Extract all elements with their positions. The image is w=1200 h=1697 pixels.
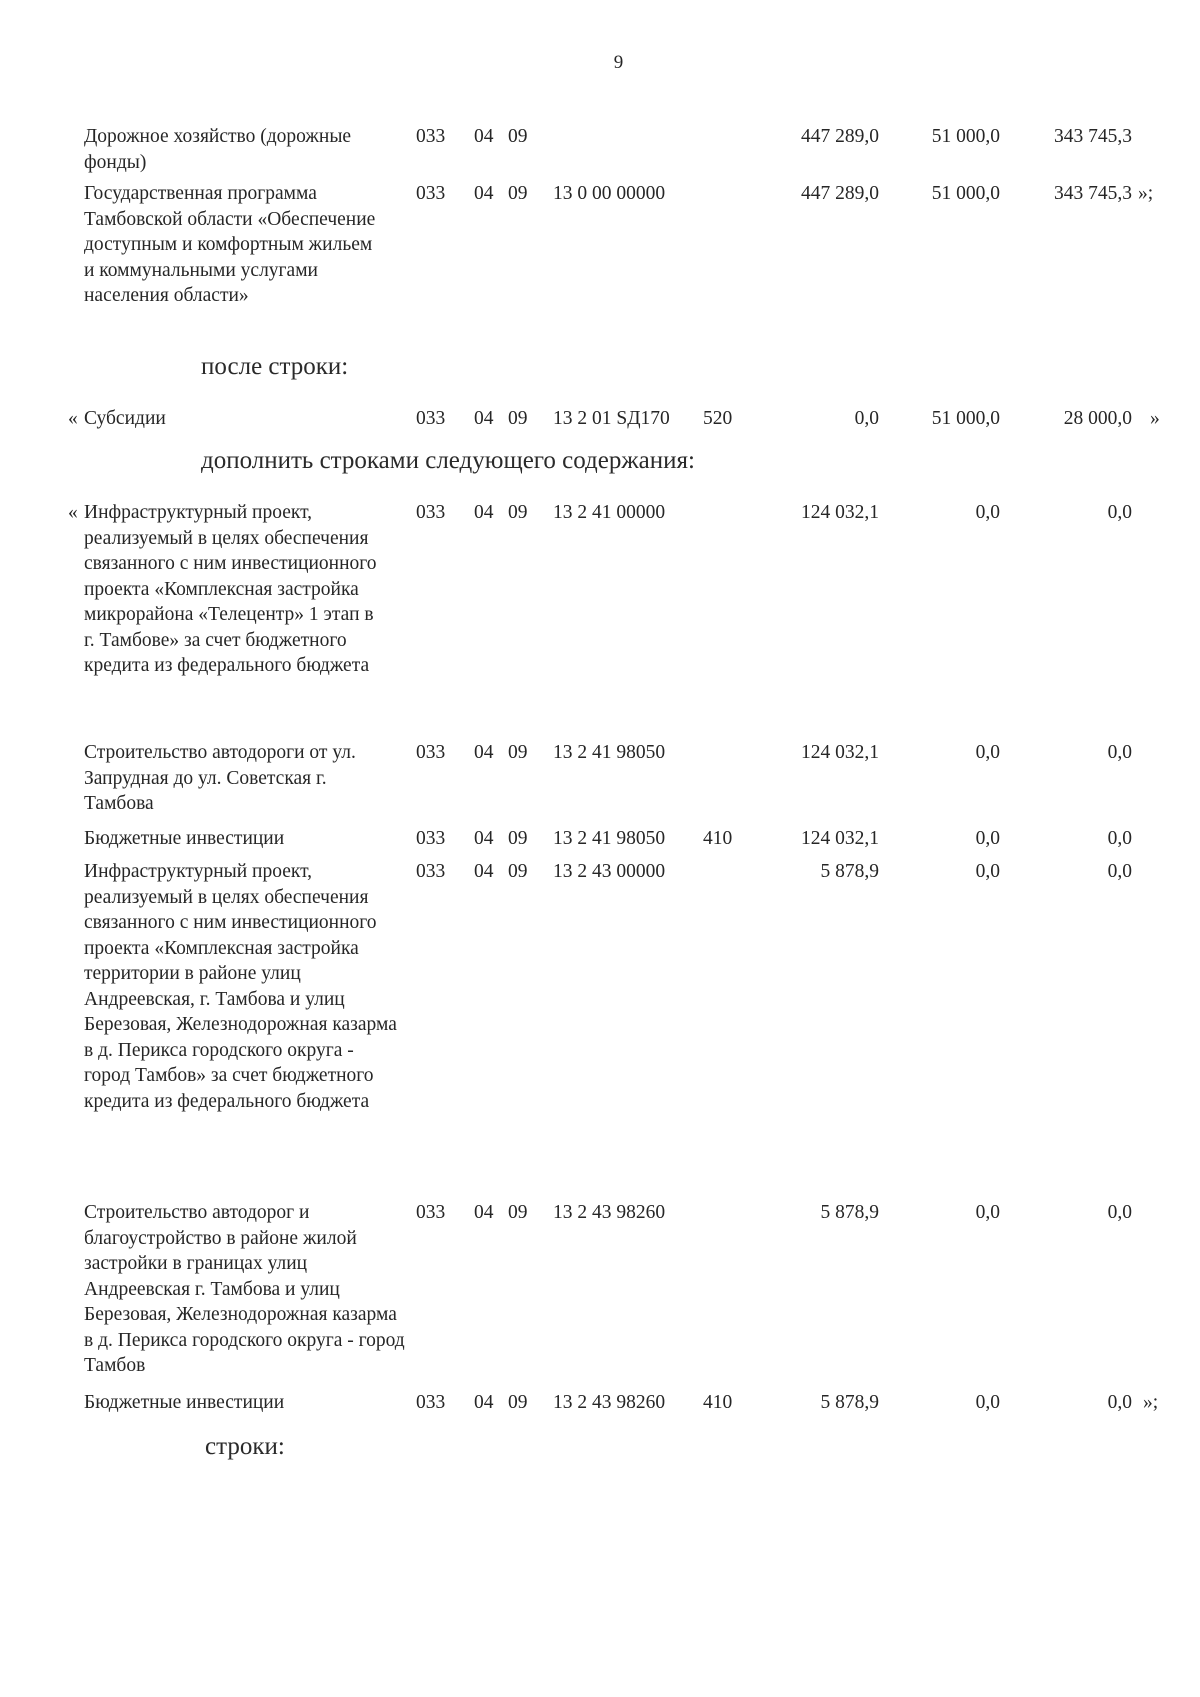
amount-year1: 124 032,1 (801, 742, 879, 763)
subsection-code: 09 (508, 502, 528, 523)
quote-close: »; (1138, 183, 1154, 204)
amount-year2: 51 000,0 (931, 126, 1000, 147)
amount-year1: 0,0 (854, 408, 879, 429)
amount-year2: 51 000,0 (931, 183, 1000, 204)
amount-year3: 343 745,3 (1054, 126, 1132, 147)
amount-year1: 5 878,9 (820, 861, 879, 882)
ved-code: 033 (416, 183, 446, 204)
target-article: 13 2 43 98260 (553, 1202, 666, 1223)
section-code: 04 (474, 828, 494, 849)
quote-open: « (68, 408, 78, 429)
subsection-code: 09 (508, 1202, 528, 1223)
quote-close: »; (1143, 1392, 1159, 1413)
expense-kind: 520 (703, 408, 733, 429)
expense-kind: 410 (703, 828, 733, 849)
subsection-code: 09 (508, 408, 528, 429)
quote-open: « (68, 502, 78, 523)
heading-add-rows: дополнить строками следующего содержания: (201, 447, 695, 474)
section-code: 04 (474, 183, 494, 204)
ved-code: 033 (416, 828, 446, 849)
heading-rows: строки: (205, 1433, 285, 1460)
amount-year3: 0,0 (1107, 861, 1132, 882)
amount-year3: 343 745,3 (1054, 183, 1132, 204)
amount-year3: 28 000,0 (1063, 408, 1132, 429)
section-code: 04 (474, 861, 494, 882)
amount-year3: 0,0 (1107, 502, 1132, 523)
row-name: Строительство автодорог и благоустройство в районе жилой застройки в границах улиц Андреевская г. Тамбова и улиц Березовая, Железнодорожная казарма в д. Перикса городского округа - город Тамбов (84, 1202, 405, 1376)
amount-year2: 0,0 (975, 1202, 1000, 1223)
subsection-code: 09 (508, 126, 528, 147)
amount-year3: 0,0 (1107, 742, 1132, 763)
amount-year3: 0,0 (1107, 1392, 1132, 1413)
row-name: Строительство автодороги от ул. Запрудная до ул. Советская г. Тамбова (84, 742, 356, 814)
ved-code: 033 (416, 1392, 446, 1413)
section-code: 04 (474, 408, 494, 429)
ved-code: 033 (416, 742, 446, 763)
target-article: 13 2 41 98050 (553, 828, 666, 849)
amount-year2: 51 000,0 (931, 408, 1000, 429)
amount-year1: 124 032,1 (801, 502, 879, 523)
amount-year2: 0,0 (975, 1392, 1000, 1413)
subsection-code: 09 (508, 1392, 528, 1413)
row-name: Субсидии (84, 408, 166, 429)
amount-year1: 447 289,0 (801, 126, 879, 147)
target-article: 13 2 43 00000 (553, 861, 666, 882)
section-code: 04 (474, 1392, 494, 1413)
amount-year2: 0,0 (975, 502, 1000, 523)
amount-year1: 5 878,9 (820, 1392, 879, 1413)
subsection-code: 09 (508, 828, 528, 849)
expense-kind: 410 (703, 1392, 733, 1413)
amount-year3: 0,0 (1107, 1202, 1132, 1223)
ved-code: 033 (416, 408, 446, 429)
section-code: 04 (474, 126, 494, 147)
subsection-code: 09 (508, 861, 528, 882)
target-article: 13 2 41 00000 (553, 502, 666, 523)
page-number: 9 (613, 52, 624, 73)
target-article: 13 2 43 98260 (553, 1392, 666, 1413)
amount-year1: 5 878,9 (820, 1202, 879, 1223)
row-name: Инфраструктурный проект, реализуемый в целях обеспечения связанного с ним инвестиционного проекта «Комплексная застройка микрорайона «Телецентр» 1 этап в г. Тамбове» за счет бюджетного кредита из федерального бюджета (84, 502, 377, 676)
subsection-code: 09 (508, 183, 528, 204)
amount-year1: 447 289,0 (801, 183, 879, 204)
subsection-code: 09 (508, 742, 528, 763)
ved-code: 033 (416, 502, 446, 523)
quote-close: » (1150, 408, 1160, 429)
target-article: 13 2 41 98050 (553, 742, 666, 763)
heading-after-row: после строки: (201, 353, 349, 380)
amount-year2: 0,0 (975, 742, 1000, 763)
ved-code: 033 (416, 126, 446, 147)
amount-year1: 124 032,1 (801, 828, 879, 849)
target-article: 13 2 01 SД170 (553, 408, 670, 429)
section-code: 04 (474, 502, 494, 523)
target-article: 13 0 00 00000 (553, 183, 666, 204)
section-code: 04 (474, 1202, 494, 1223)
row-name: Государственная программа Тамбовской области «Обеспечение доступным и комфортным жильем и коммунальными услугами населения области» (84, 183, 376, 306)
amount-year2: 0,0 (975, 828, 1000, 849)
row-name: Дорожное хозяйство (дорожные фонды) (84, 126, 352, 173)
section-code: 04 (474, 742, 494, 763)
ved-code: 033 (416, 1202, 446, 1223)
row-name: Бюджетные инвестиции (84, 828, 285, 849)
ved-code: 033 (416, 861, 446, 882)
amount-year2: 0,0 (975, 861, 1000, 882)
row-name: Бюджетные инвестиции (84, 1392, 285, 1413)
amount-year3: 0,0 (1107, 828, 1132, 849)
row-name: Инфраструктурный проект, реализуемый в целях обеспечения связанного с ним инвестиционного проекта «Комплексная застройка территории в районе улиц Андреевская, г. Тамбова и улиц Березовая, Железнодорожная казарма в д. Перикса городского округа - город Тамбов» за счет бюджетного кредита из федерального бюджета (84, 861, 397, 1112)
